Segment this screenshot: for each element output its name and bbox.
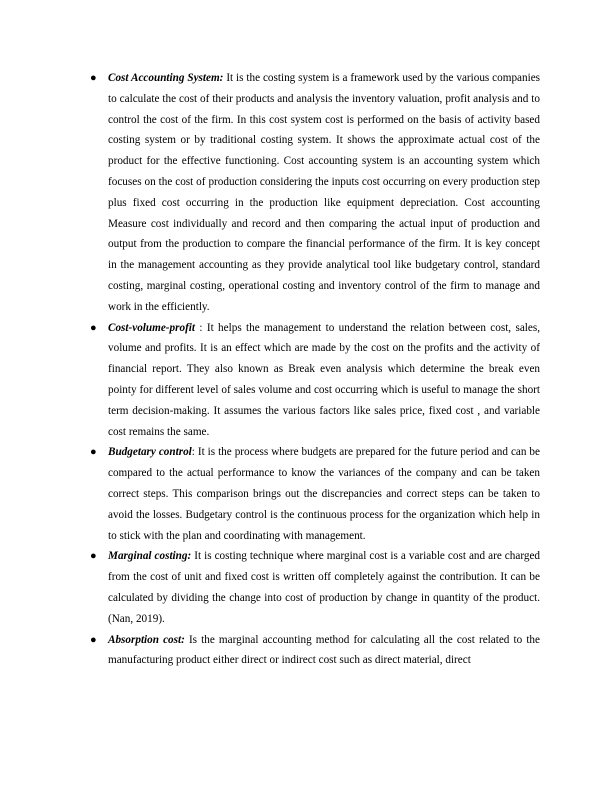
item-term: Absorption cost: bbox=[108, 633, 185, 646]
item-separator: : bbox=[191, 446, 198, 459]
bullet-icon: ● bbox=[90, 550, 97, 563]
list-item bbox=[90, 546, 540, 629]
list-item bbox=[90, 442, 540, 546]
item-text: Is the marginal accounting method for calculating all the cost related to the manufacturing product either direct or indirect cost such as direct material, direct bbox=[108, 633, 540, 667]
item-term: Marginal costing: bbox=[108, 550, 192, 563]
item-text: It is costing technique where marginal cost is a variable cost and are charged from the cost of unit and fixed cost is written off completely against the contribution. It can be calculated by dividing the change into cost of production by change in quantity of the product. (Nan, 2019). bbox=[108, 550, 541, 625]
bullet-icon: ● bbox=[90, 321, 97, 334]
item-text: It helps the management to understand the relation between cost, sales, volume and profits. It is an effect which are made by the cost on the profits and the activity of financial report. They also known as Break even analysis which determine the break even pointy for different level of sales volume and cost occurring which is useful to manage the short term decision-making. It assumes the various factors like sales price, fixed cost , and variable cost remains the same. bbox=[108, 321, 541, 438]
item-text: It is the costing system is a framework used by the various companies to calculate the cost of their products and analysis the inventory valuation, profit analysis and to control the cost of the firm. In this cost system cost is performed on the basis of activity based costing system or by traditional costing system. It shows the approximate actual cost of the product for the effective functioning. Cost accounting system is an accounting system which focuses on the cost of production considering the inputs cost occurring on every production step plus fixed cost occurring in the production like equipment depreciation. Cost accounting Measure cost individually and record and then comparing the actual input of production and output from the production to compare the financial performance of the firm. It is key concept in the management accounting as they provide analytical tool like budgetary control, standard costing, marginal costing, operational costing and inventory control of the firm to manage and work in the efficiently. bbox=[108, 72, 541, 313]
item-separator: : bbox=[195, 321, 207, 334]
item-text: It is the process where budgets are prepared for the future period and can be compared to the actual performance to know the variances of the company and can be taken correct steps. This comparison brings out the discrepancies and correct steps can be taken to avoid the losses. Budgetary control is the continuous process for the organization which help in to stick with the plan and coordinating with management. bbox=[108, 446, 540, 542]
item-term: Cost-volume-profit bbox=[108, 321, 196, 334]
bullet-icon: ● bbox=[90, 446, 97, 459]
item-term: Budgetary control bbox=[108, 446, 192, 459]
list-item bbox=[90, 318, 540, 443]
bullet-icon: ● bbox=[90, 633, 97, 646]
item-term: Cost Accounting System: bbox=[108, 72, 224, 84]
bullet-list bbox=[90, 68, 540, 671]
list-item bbox=[90, 68, 540, 318]
bullet-icon: ● bbox=[90, 72, 97, 84]
list-item bbox=[90, 630, 540, 672]
